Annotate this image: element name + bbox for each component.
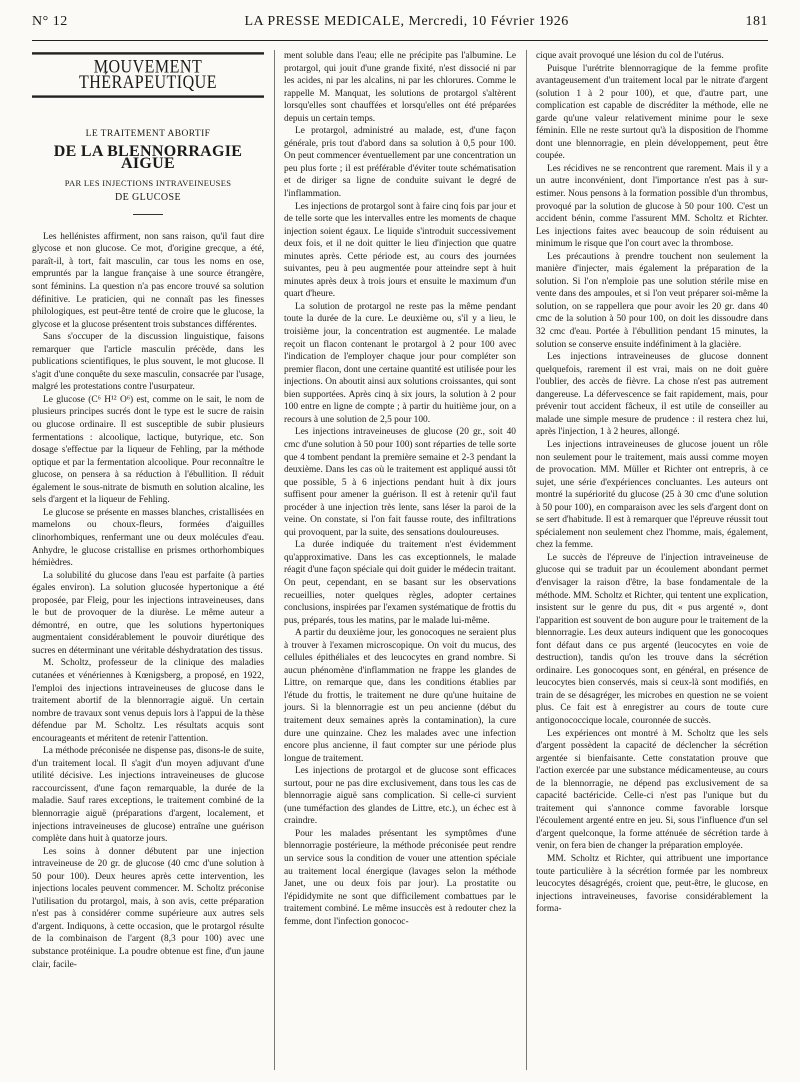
paragraph: La solution de protargol ne reste pas la même pendant toute la durée de la cure. Le deuxième ou, s'il y a lieu, le troisième jour, la concentration est augmentée. Le malade reçoit un flacon contenant le protargol à 2 pour 100 avec l'indication de l'employer chaque jour pour compléter son premier flacon, dont une certaine quantité est utilisée pour les injections. On aboutit ainsi aux solutions croissantes, qui sont bien supportées. Après cinq à six jours, la solution à 2 pour 100 entre en ligne de compte ; à partir du huitième jour, on a recours à une solution de 2,5 pour 100.	[284, 301, 516, 425]
article-title: DE LA BLENNORRAGIE AIGUE	[53, 142, 243, 173]
paragraph: Les récidives ne se rencontrent que rarement. Mais il y a un autre inconvénient, dont l'importance n'est pas à sur-estimer. Nous pensons à la formation possible d'un thrombus, provoqué par la solution de glucose à 50 pour 100. C'est un accident bénin, comme l'assurent MM. Scholtz et Richter. Les injections faites avec beaucoup de soin réduisent au minimum le risque que l'on court avec la thrombose.	[536, 163, 768, 250]
column-divider	[526, 50, 527, 1070]
paragraph: Pour les malades présentant les symptômes d'une blennorragie postérieure, la méthode préconisée peut rendre un service sous la condition de vouer une attention spéciale au traitement local énergique (lavages selon la méthode Janet, une ou deux fois par jour). La prostatite ou l'épididymite ne sont que difficilement combattues par le traitement combiné. Le même insuccès est à redouter chez la femme, dont l'infection gonococ-	[284, 828, 516, 927]
article-subtitle: PAR LES INJECTIONS INTRAVEINEUSES	[64, 177, 232, 188]
paragraph: Les hellénistes affirment, non sans raison, qu'il faut dire glycose et non glucose. Ce mot, d'origine grecque, a été, paraît-il, à tort, fait masculin, car tous les noms en ose, empruntés par la langue française à une source étrangère, sont féminins. La question n'a pas encore trouvé sa solution définitive. Le praticien, qui ne connaît pas les finesses philologiques, est peut-être tenté de croire que le glucose, la glycose et la glucose présentent trois substances différentes.	[32, 231, 264, 330]
journal-title: LA PRESSE MEDICALE, Mercredi, 10 Février 1926	[244, 14, 569, 29]
column-1	[32, 50, 264, 971]
paragraph: Le glucose se présente en masses blanches, cristallisées en mamelons ou choux-fleurs, formées d'aiguilles clinorhombiques, renfermant une ou deux molécules d'eau. Anhydre, le glucose cristallise en prismes orthorhombiques hémièdres.	[32, 507, 264, 569]
paragraph: Les injections intraveineuses de glucose jouent un rôle non seulement pour le traitement, mais aussi comme moyen de provocation. MM. Müller et Richter ont entrepris, à ce sujet, une série d'expériences concluantes. Les auteurs ont montré la supériorité du glucose (25 à 30 cmc d'une solution à 50 pour 100), en comparaison avec les sels d'argent dont on se sert d'habitude. Il est à remarquer que l'épreuve réussit tout spécialement non seulement chez l'homme, mais, également, chez la femme.	[536, 439, 768, 551]
section-title: MOUVEMENT THÉRAPEUTIQUE	[32, 52, 264, 98]
paragraph: Le protargol, administré au malade, est, d'une façon générale, pris tout d'abord dans sa solution à 0,5 pour 100. On peut commencer éventuellement par une concentration un peu plus forte ; il est préférable d'éviter toute schématisation et de diriger sa ligne de conduite suivant le degré de l'inflammation.	[284, 126, 516, 200]
article-subtitle-2: DE GLUCOSE	[115, 192, 181, 204]
paragraph: La méthode préconisée ne dispense pas, disons-le de suite, d'un traitement local. Il s'agit d'un moyen adjuvant d'une utilité décisive. Les injections intraveineuses de glucose raccourcissent, d'une façon remarquable, la durée de la maladie. Sauf rares exceptions, le traitement combiné de la blennorragie aiguë (préparations d'argent, localement, et injections intraveineuses de glucose) entraîne une guérison complète dans huit à quatorze jours.	[32, 746, 264, 845]
paragraph: La durée indiquée du traitement n'est évidemment qu'approximative. Dans les cas exceptionnels, le malade réagit d'une façon spéciale qui doit guider le médecin traitant. On peut, cependant, en se basant sur les observations recueillies, noter quelques règles, adopter certaines conclusions, inspirées par l'examen systématique de frottis du pus, préparés, tous les matins, par le malade lui-même.	[284, 540, 516, 626]
column-2	[284, 50, 516, 928]
paragraph: Les soins à donner débutent par une injection intraveineuse de 20 gr. de glucose (40 cmc d'une solution à 50 pour 100). Deux heures après cette intervention, les injections locales peuvent commencer. M. Scholtz préconise l'utilisation du protargol, mais, à son avis, cette préparation n'est pas à considérer comme supérieure aux autres sels d'argent. Indiquons, à cette occasion, que le protargol résulte de la combinaison de l'argent (8,3 pour 100) avec une substance protéinique. La poudre obtenue est fine, d'un jaune clair, facile-	[32, 846, 264, 970]
paragraph: Les expériences ont montré à M. Scholtz que les sels d'argent possèdent la capacité de déclencher la sécrétion argentée si bienfaisante. Cette constatation prouve que l'action exercée par une substance médicamenteuse, au cours de la blennorragie, ne dépend pas exclusivement de sa capacité bactéricide. Celle-ci n'est pas l'unique but du traitement qui s'annonce comme favorable lorsque l'écoulement argenté entre en jeu. Si, sous l'influence d'un sel d'argent quelconque, la forme atténuée de sécrétion tarde à venir, on fera bien de changer la préparation employée.	[536, 728, 768, 852]
title-rule	[133, 214, 163, 215]
paragraph: Les injections de protargol et de glucose sont efficaces surtout, pour ne pas dire exclusivement, dans tous les cas de blennorragie aiguë sans complication. Si celle-ci survient (une tuméfaction des glandes de Littre, etc.), un échec est à craindre.	[284, 766, 516, 827]
paragraph: Le glucose (C⁶ H¹² O⁶) est, comme on le sait, le nom de plusieurs principes sucrés dont le type est le sucre de raisin ou glucose ordinaire. Il est susceptible de subir plusieurs fermentations : alcoolique, lactique, butyrique, etc. Son dosage s'effectue par la liqueur de Fehling, par la méthode optique et par la fermentation alcoolique. Pour reconnaître le glucose, on pensera à sa réduction à l'ébullition. Il réduit également le sous-nitrate de bismuth en solution alcaline, les sels d'argent et la liqueur de Fehling.	[32, 394, 264, 506]
column-divider	[274, 50, 275, 1070]
column-3	[536, 50, 768, 916]
paragraph: Les injections intraveineuses de glucose (20 gr., soit 40 cmc d'une solution à 50 pour 100) sont réparties de telle sorte que 4 tombent pendant la première semaine et 2-3 pendant la deuxième. Dans les cas où le traitement est appliqué aussi tôt que possible, 5 à 6 injections pendant huit à dix jours suffisent pour amener la guérison. Il est à retenir qu'il faut procéder à une injection très lente, sans léser la paroi de la veine. On constate, si l'on fait fausse route, des infiltrations qui provoquent, par la suite, des sensations douloureuses.	[284, 427, 516, 538]
paragraph: A partir du deuxième jour, les gonocoques ne seraient plus à trouver à l'examen microscopique. On voit du mucus, des cellules épithéliales et des leucocytes en grand nombre. Si aucun phénomène d'inflammation ne frappe les glandes de Littre, on remarque que, dans les conditions établies par l'étude du frottis, le traitement ne dure qu'une huitaine de jours. Si la blennorragie est un peu ancienne (début du traitement deux semaines après la contamination), la cure dure une quinzaine. Chez les malades avec une infection encore plus ancienne, il faut compter sur une période plus longue de traitement.	[284, 628, 516, 764]
paragraph: Sans s'occuper de la discussion linguistique, faisons remarquer que l'article masculin précède, dans les publications scientifiques, le plus souvent, le mot glucose. Il s'agit d'une conquête du sexe masculin, consacrée par l'usage, malgré les protestations contre l'usurpateur.	[32, 332, 264, 393]
paragraph: cique avait provoqué une lésion du col de l'utérus.	[536, 51, 724, 61]
page-number: 181	[745, 14, 768, 29]
paragraph: Puisque l'urétrite blennorragique de la femme profite avantageusement d'un traitement local par le nitrate d'argent (solution 1 à 2 pour 100), et que, d'autre part, une complication est capable de discréditer la méthode, elle ne garde qu'une valeur relativement minime pour le sexe féminin. Elle ne reste surtout qu'à la disposition de l'homme dont une blennorragie, en plein développement, peut être coupée.	[536, 63, 768, 162]
paragraph: La solubilité du glucose dans l'eau est parfaite (à parties égales environ). La solution glucosée hypertonique a été proposée, par Fleig, pour les injections intraveineuses, dans le but de provoquer de la diurèse. Le même auteur a démontré, en outre, que les solutions hypertoniques augmentaient considérablement le pouvoir diurétique des sucres en déterminant une véritable déshydratation des tissus.	[32, 570, 264, 656]
article-kicker: LE TRAITEMENT ABORTIF	[85, 129, 211, 140]
paragraph: Le succès de l'épreuve de l'injection intraveineuse de glucose qui se traduit par un écoulement abondant permet d'envisager la raison d'être, la base fondamentale de la méthode. MM. Scholtz et Richter, qui tentent une explication, insistent sur le genre du pus, dit « pus argenté », dont l'apparition est souvent de bon augure pour le traitement de la blennorragie. Les deux auteurs indiquent que les gonocoques font défaut dans ce pus argenté (leucocytes en voie de destruction), tandis qu'on les trouve dans la sécrétion ordinaire. Les gonocoques sont, en général, en présence de leucocytes bien conservés, mais si ceux-là sont modifiés, en train de se désagréger, les microbes en question ne se voient plus. Ce fait est à enregistrer au cours de toute cure antigonococcique locale, couronnée de succès.	[536, 552, 768, 726]
running-head	[32, 14, 768, 41]
paragraph: Les injections intraveineuses de glucose donnent quelquefois, rarement il est vrai, mais on ne doit guère l'oublier, des accès de fièvre. La chose n'est pas autrement dangereuse. La défervescence se fait rapidement, mais, pour prévenir tout accident fâcheux, il est utile de conseiller au malade une simple mesure de prudence : il restera chez lui, après l'injection, 1 à 2 heures, allongé.	[536, 352, 768, 438]
issue-number: N° 12	[32, 14, 68, 29]
paragraph: M. Scholtz, professeur de la clinique des maladies cutanées et vénériennes à Kœnigsberg, a proposé, en 1922, l'emploi des injections intraveineuses de glucose dans le traitement abortif de la blennorragie aiguë. Un certain nombre de travaux sont venus depuis lors à l'appui de la thèse défendue par M. Scholtz. Les résultats acquis sont encourageants et méritent de retenir l'attention.	[32, 658, 264, 744]
paragraph: Les précautions à prendre touchent non seulement la manière d'injecter, mais également la préparation de la solution. Si l'on n'emploie pas une solution stérile mise en vente dans des ampoules, et si l'on veut préparer soi-même la solution, on se rappellera que pour avoir les 20 gr. dans 40 cmc de la solution à 50 pour 100, on doit les dissoudre dans 32 cmc d'eau. Portée à l'ébullition pendant 15 minutes, la solution se conserve ensuite indéfiniment à la glacière.	[536, 251, 768, 350]
paragraph: Les injections de protargol sont à faire cinq fois par jour et de telle sorte que les intervalles entre les moments de chaque injection soient égaux. Le liquide s'introduit successivement deux fois, et il ne doit quitter le lieu d'injection que quatre minutes après. Cette période est, au cours des journées suivantes, peu à peu augmentée pour atteindre sept à huit minutes après deux à trois jours et ensuite le maximum d'un quart d'heure.	[284, 201, 516, 300]
paragraph: ment soluble dans l'eau; elle ne précipite pas l'albumine. Le protargol, qui jouit d'une grande fixité, n'est dissocié ni par les acides, ni par les alcalins, ni par les chlorures. Comme le rappelle M. Manquat, les solutions de protargol s'altèrent lorsqu'elles sont chauffées et lorsqu'elles ont été préparées depuis un certain temps.	[284, 51, 516, 124]
paragraph: MM. Scholtz et Richter, qui attribuent une importance toute particulière à la sécrétion formée par les nombreux leucocytes désagrégés, croient que, peut-être, le glucose, en injections intraveineuses, favorise considérablement la forma-	[536, 854, 768, 915]
